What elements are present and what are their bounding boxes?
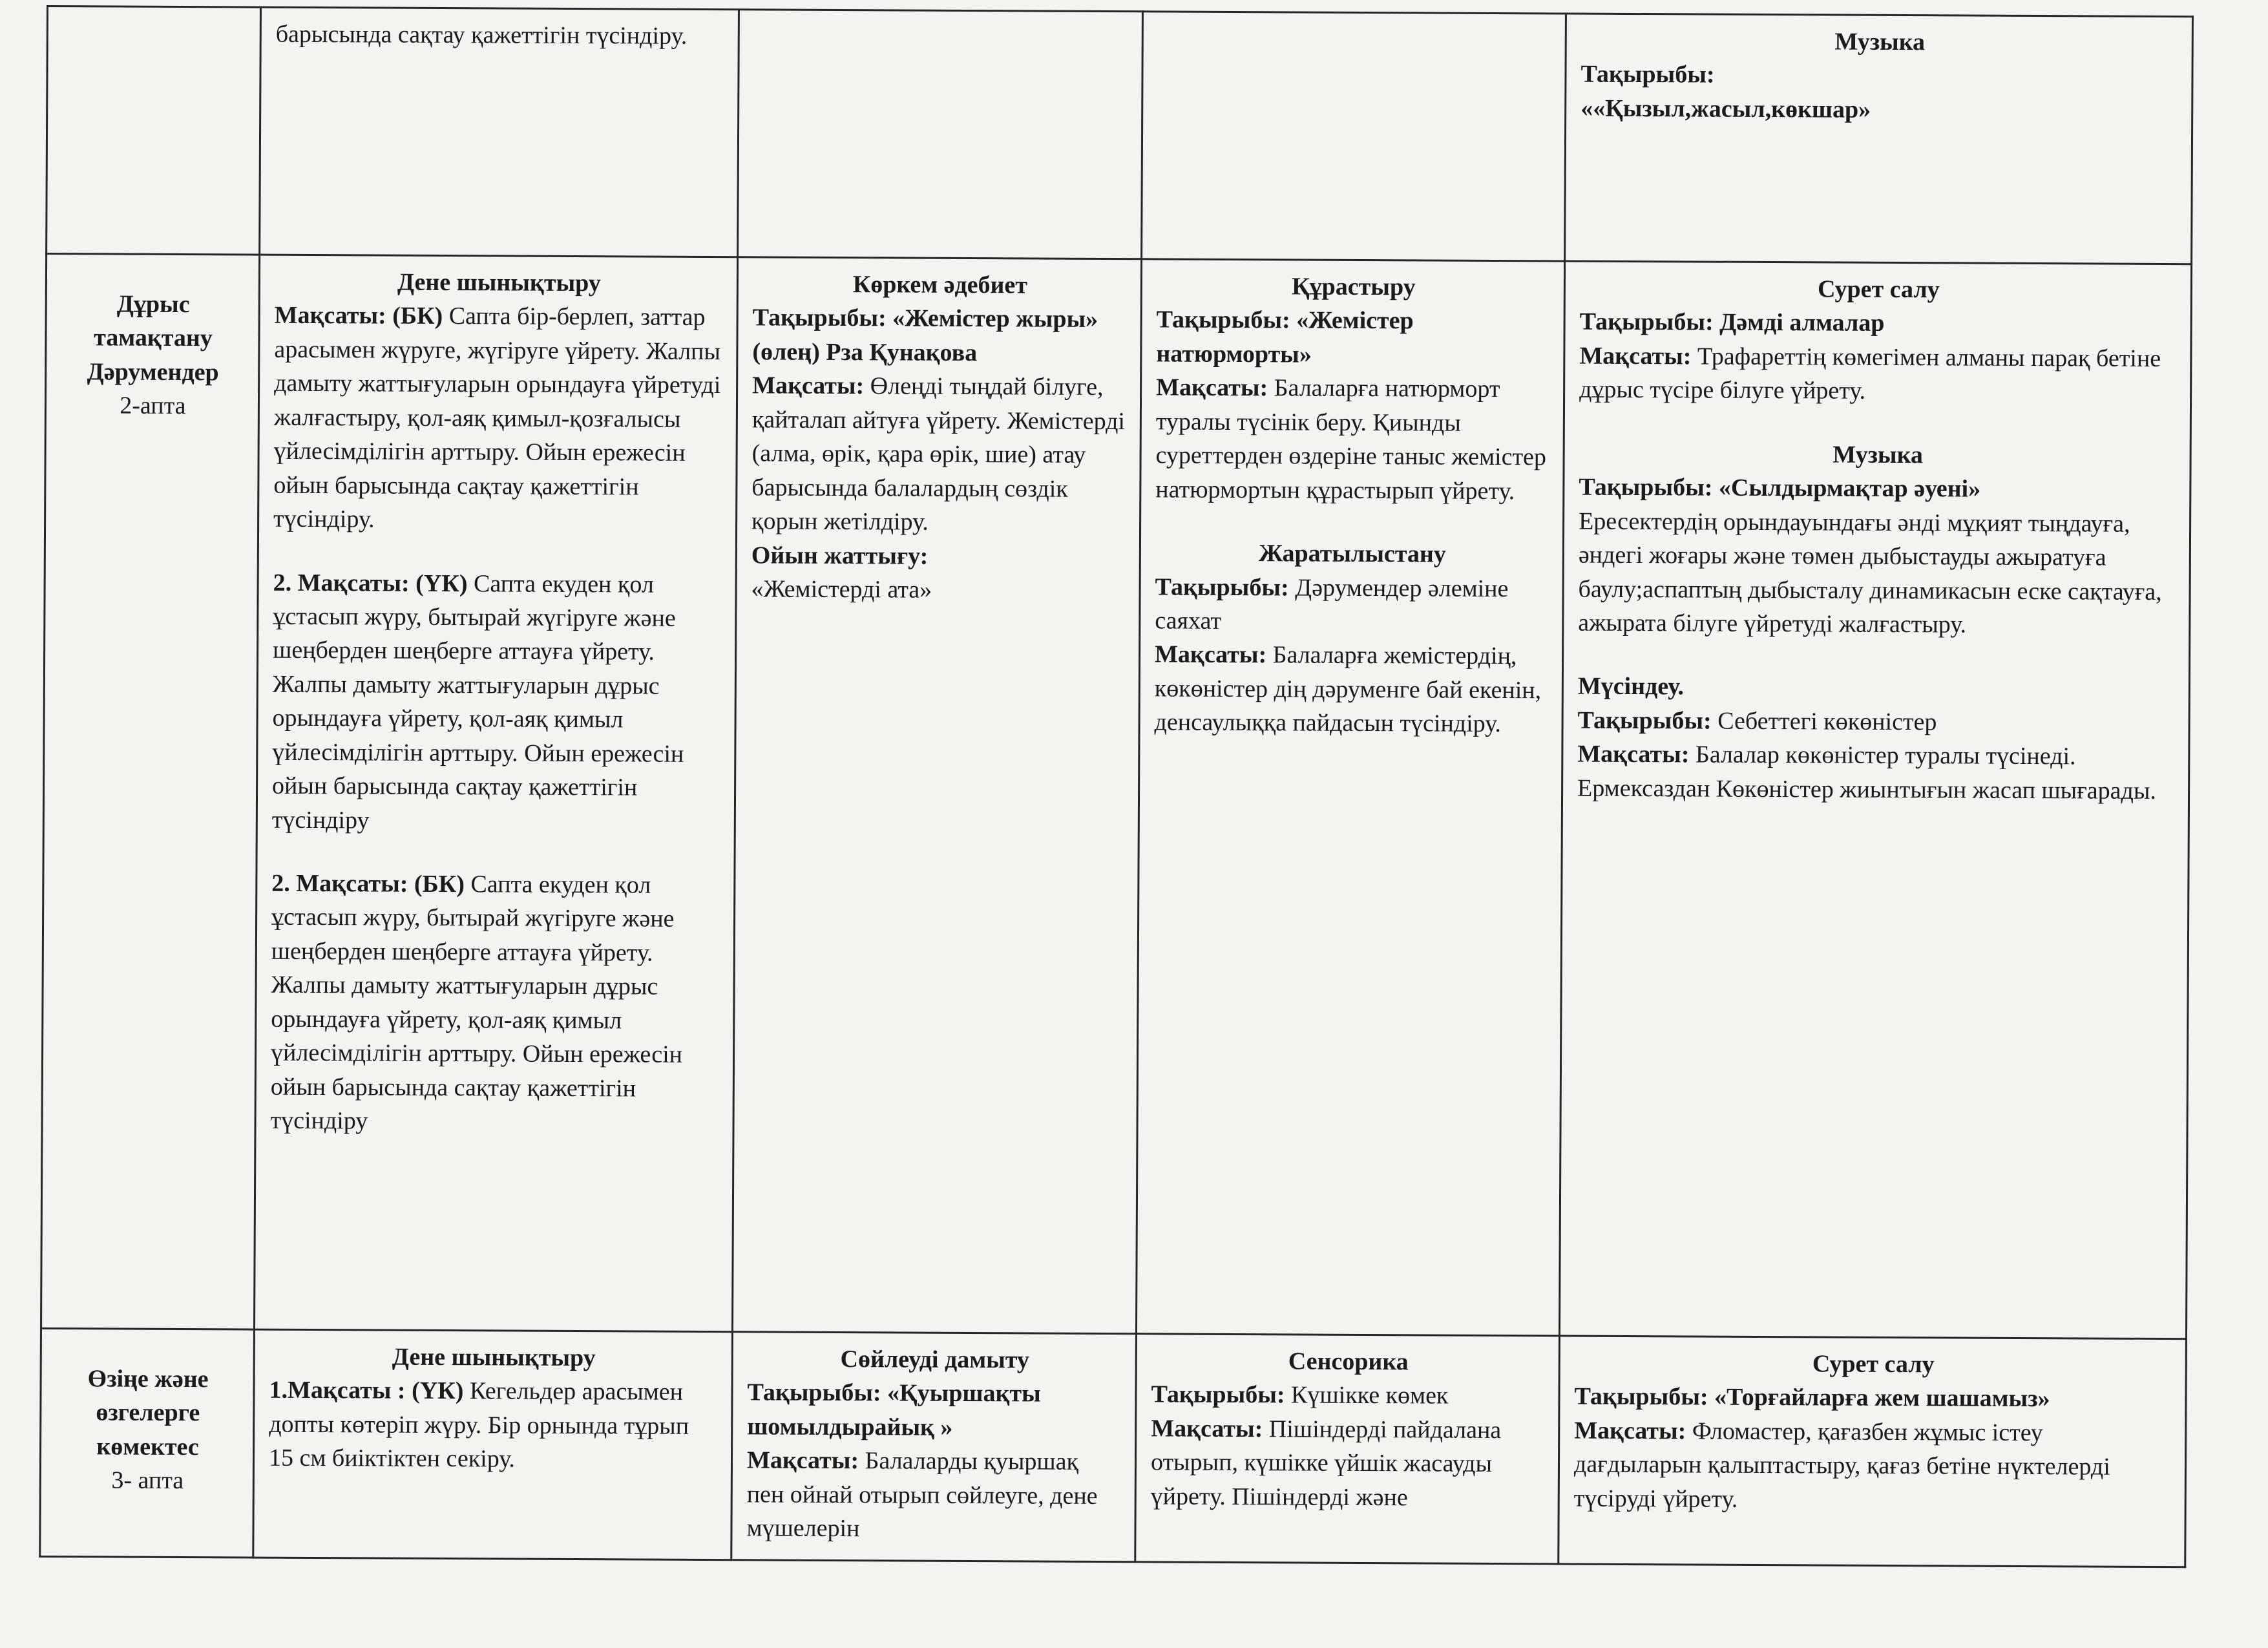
field-text: барысында сақтау қажеттігін түсіндіру. xyxy=(275,20,688,50)
field-text: Өлеңді тыңдай білуге, қайталап айтуға үйрету. Жемістерді (алма, өрік, қара өрік, шие) атау барысында балалардың сөздік қорын жетілдіру. xyxy=(751,372,1126,536)
activity-paragraph xyxy=(1579,339,2178,409)
field-label: Тақырыбы: «Қуыршақты шомылдырайық » xyxy=(747,1379,1041,1441)
activity-cell xyxy=(1142,12,1566,261)
week-topic-line: Өзіңе және xyxy=(87,1365,209,1393)
activity-paragraph xyxy=(1580,24,2179,94)
week-cell xyxy=(47,6,261,255)
field-label: 1.Мақсаты : (ҮК) xyxy=(269,1377,464,1405)
field-text: Фломастер, қағазбен жұмыс істеу дағдыларын қалыптастыру, қағаз бетіне нүктелерді түсіруді үйрету. xyxy=(1573,1417,2110,1513)
field-label: Мақсаты: xyxy=(1577,740,1690,768)
lesson-plan-body xyxy=(40,6,2193,1567)
field-text: Дәрумендер әлеміне саяхат xyxy=(1155,573,1509,635)
subject-heading: Сурет салу xyxy=(1817,275,1940,304)
activity-paragraph xyxy=(269,1340,719,1477)
field-text: Ересектердің орындауындағы әнді мұқият тыңдауға, әндегі жоғары және төмен дыбыстауды ажыратуға баулу;аспаптың дыбысталу динамикасын еске сақтауға, ажырата білуге үйретуді жалғастыру. xyxy=(1578,507,2162,639)
week-topic-line: тамақтану xyxy=(94,324,213,352)
field-text: Сапта бір-берлеп, заттар арасымен жүруге, жүгіруге үйрету. Жалпы дамыту жаттығуларын орындауға үйретуді жалғастыру, қол-аяқ қимыл-қозғалысы үйлесімділігін арттыру. Ойын ережесін ойын барысында сақтау қажеттігін түсіндіру. xyxy=(273,302,721,533)
activity-cell xyxy=(254,255,737,1332)
field-label: Тақырыбы: «Сылдырмақтар әуені» xyxy=(1579,473,1981,503)
field-text: Балаларға натюрморт туралы түсінік беру. Қиынды суреттерден өздеріне таныс жемістер натюрмортын құрастырып үйрету. xyxy=(1155,374,1547,505)
field-label: Мақсаты: xyxy=(1579,342,1692,370)
activity-paragraph xyxy=(751,369,1127,540)
field-text: ««Қызыл,жасыл,көкшар» xyxy=(1580,94,1871,123)
subject-heading: Музыка xyxy=(1834,28,1926,56)
field-label: Мақсаты: xyxy=(1151,1415,1263,1443)
activity-paragraph xyxy=(747,1342,1122,1445)
subject-heading: Сенсорика xyxy=(1288,1347,1409,1376)
paragraph-spacer xyxy=(273,536,722,567)
field-label: Тақырыбы: «Торғайларға жем шашамыз» xyxy=(1574,1383,2050,1413)
subject-heading: Құрастыру xyxy=(1292,273,1416,301)
table-row xyxy=(40,1328,2187,1567)
field-text: Себеттегі көкөністер xyxy=(1717,707,1937,736)
field-label: Мақсаты: xyxy=(1156,374,1268,402)
subject-heading: Дене шынықтыру xyxy=(397,268,601,297)
activity-paragraph xyxy=(1577,737,2176,808)
activity-paragraph xyxy=(272,565,722,839)
field-label: Мақсаты: xyxy=(1574,1417,1686,1445)
field-label: Ойын жаттығу: xyxy=(751,541,929,570)
field-label: Мүсіндеу. xyxy=(1577,672,1685,701)
subject-heading: Көркем әдебиет xyxy=(852,271,1028,299)
week-topic-line: өзгелерге xyxy=(96,1399,200,1427)
paragraph-spacer xyxy=(271,837,720,869)
plan-sheet xyxy=(39,5,2192,1543)
table-row xyxy=(41,254,2191,1339)
subject-heading: Жаратылыстану xyxy=(1258,540,1446,568)
field-label: Мақсаты: (БК) xyxy=(274,302,443,330)
week-number: 3- апта xyxy=(111,1466,184,1495)
subject-heading: Сурет салу xyxy=(1812,1350,1935,1379)
activity-cell xyxy=(1565,14,2193,264)
activity-paragraph xyxy=(1151,1411,1546,1515)
week-topic-line: Дәрумендер xyxy=(87,358,219,386)
activity-cell xyxy=(1136,259,1564,1336)
activity-paragraph xyxy=(270,867,720,1140)
field-text: Балалар көкөністер туралы түсінеді. Ермексаздан Көкөністер жиынтығын жасап шығарады. xyxy=(1577,741,2157,805)
activity-paragraph xyxy=(1578,504,2176,642)
activity-paragraph xyxy=(1156,269,1551,372)
activity-paragraph xyxy=(1574,1413,2172,1518)
field-text: Пішіндерді пайдалана отырып, күшікке үйшік жасауды үйрету. Пішіндерді және xyxy=(1150,1415,1502,1512)
week-topic-line: көмектес xyxy=(96,1433,199,1461)
week-topic-line: Дұрыс xyxy=(116,290,190,319)
week-cell xyxy=(41,254,259,1330)
table-row xyxy=(47,6,2193,264)
activity-paragraph xyxy=(1579,436,2177,507)
field-label: Мақсаты: xyxy=(1155,640,1267,669)
subject-heading: Музыка xyxy=(1832,441,1924,469)
activity-paragraph xyxy=(1155,371,1550,509)
field-text: Сапта екуден қол ұстасып жүру, бытырай жүгіруге және шеңберден шеңберге аттауға үйрету. Жалпы дамыту жаттығуларын дұрыс орындауға үйрету, қол-аяқ қимыл үйлесімділігін арттыру. Ойын ережесін ойын барысында сақтау қажеттігін түсіндіру xyxy=(270,871,683,1135)
activity-cell xyxy=(1559,261,2191,1339)
field-text: Күшікке көмек xyxy=(1291,1381,1449,1410)
activity-cell xyxy=(1135,1334,1560,1564)
field-label: Мақсаты: xyxy=(746,1446,859,1475)
field-label: Тақырыбы: «Жемістер жыры» (өлең) Рза Қунақова xyxy=(752,304,1098,366)
activity-paragraph xyxy=(1154,638,1549,741)
field-text: Балаларды қуыршақ пен ойнай отырып сөйлеуге, дене мүшелерін xyxy=(746,1447,1098,1543)
field-label: 2. Мақсаты: (ҮК) xyxy=(273,569,468,597)
field-label: 2. Мақсаты: (БК) xyxy=(271,869,465,898)
activity-paragraph xyxy=(1578,670,2176,706)
activity-cell xyxy=(253,1329,733,1560)
field-label: Мақсаты: xyxy=(752,372,865,400)
activity-cell xyxy=(1559,1336,2187,1567)
paragraph-spacer xyxy=(1579,407,2177,439)
lesson-plan-table xyxy=(39,5,2194,1568)
field-text: «Жемістерді ата» xyxy=(751,575,932,604)
field-label: Тақырыбы: Дәмді алмалар xyxy=(1579,308,1885,337)
field-label: Тақырыбы: xyxy=(1580,61,1715,89)
activity-paragraph xyxy=(1155,536,1549,639)
activity-cell xyxy=(260,7,739,257)
field-label: Тақырыбы: «Жемістер натюрморты» xyxy=(1156,306,1414,368)
activity-cell xyxy=(732,257,1141,1334)
activity-paragraph xyxy=(1580,91,2178,128)
activity-paragraph xyxy=(276,17,725,54)
subject-heading: Дене шынықтыру xyxy=(392,1343,596,1372)
activity-paragraph xyxy=(1574,1346,2172,1417)
subject-heading: Сөйлеуді дамыту xyxy=(840,1346,1030,1374)
activity-cell xyxy=(738,10,1143,259)
activity-paragraph xyxy=(1577,703,2175,740)
field-text: Сапта екуден қол ұстасып жүру, бытырай жүгіруге және шеңберден шеңберге аттауға үйрету. Жалпы дамыту жаттығуларын дұрыс орындауға үйрету, қол-аяқ қимыл үйлесімділігін арттыру. Ойын ережесін ойын барысында сақтау қажеттігін түсіндіру xyxy=(271,569,684,834)
week-cell xyxy=(40,1328,255,1558)
field-label: Тақырыбы: xyxy=(1151,1380,1285,1409)
field-label: Тақырыбы: xyxy=(1155,573,1289,601)
activity-paragraph xyxy=(751,538,1126,608)
field-text: Кегельдер арасымен допты көтеріп жүру. Бір орнында тұрып 15 см биіктіктен секіру. xyxy=(268,1377,689,1473)
field-text: Трафареттің көмегімен алманы парақ бетіне дұрыс түсіре білуге үйрету. xyxy=(1579,343,2161,405)
field-label: Тақырыбы: xyxy=(1577,706,1712,735)
activity-paragraph xyxy=(273,265,724,538)
activity-paragraph xyxy=(1151,1344,1546,1413)
field-text: Балаларға жемістердің, көкөністер дің дәруменге бай екенін, денсаулыққа пайдасын түсіндіру. xyxy=(1154,641,1542,738)
activity-paragraph xyxy=(746,1444,1122,1547)
activity-paragraph xyxy=(1580,271,2178,342)
paragraph-spacer xyxy=(1578,640,2176,673)
activity-cell xyxy=(731,1332,1137,1562)
paragraph-spacer xyxy=(1155,506,1549,538)
week-number: 2-апта xyxy=(120,392,186,420)
activity-paragraph xyxy=(752,267,1128,370)
